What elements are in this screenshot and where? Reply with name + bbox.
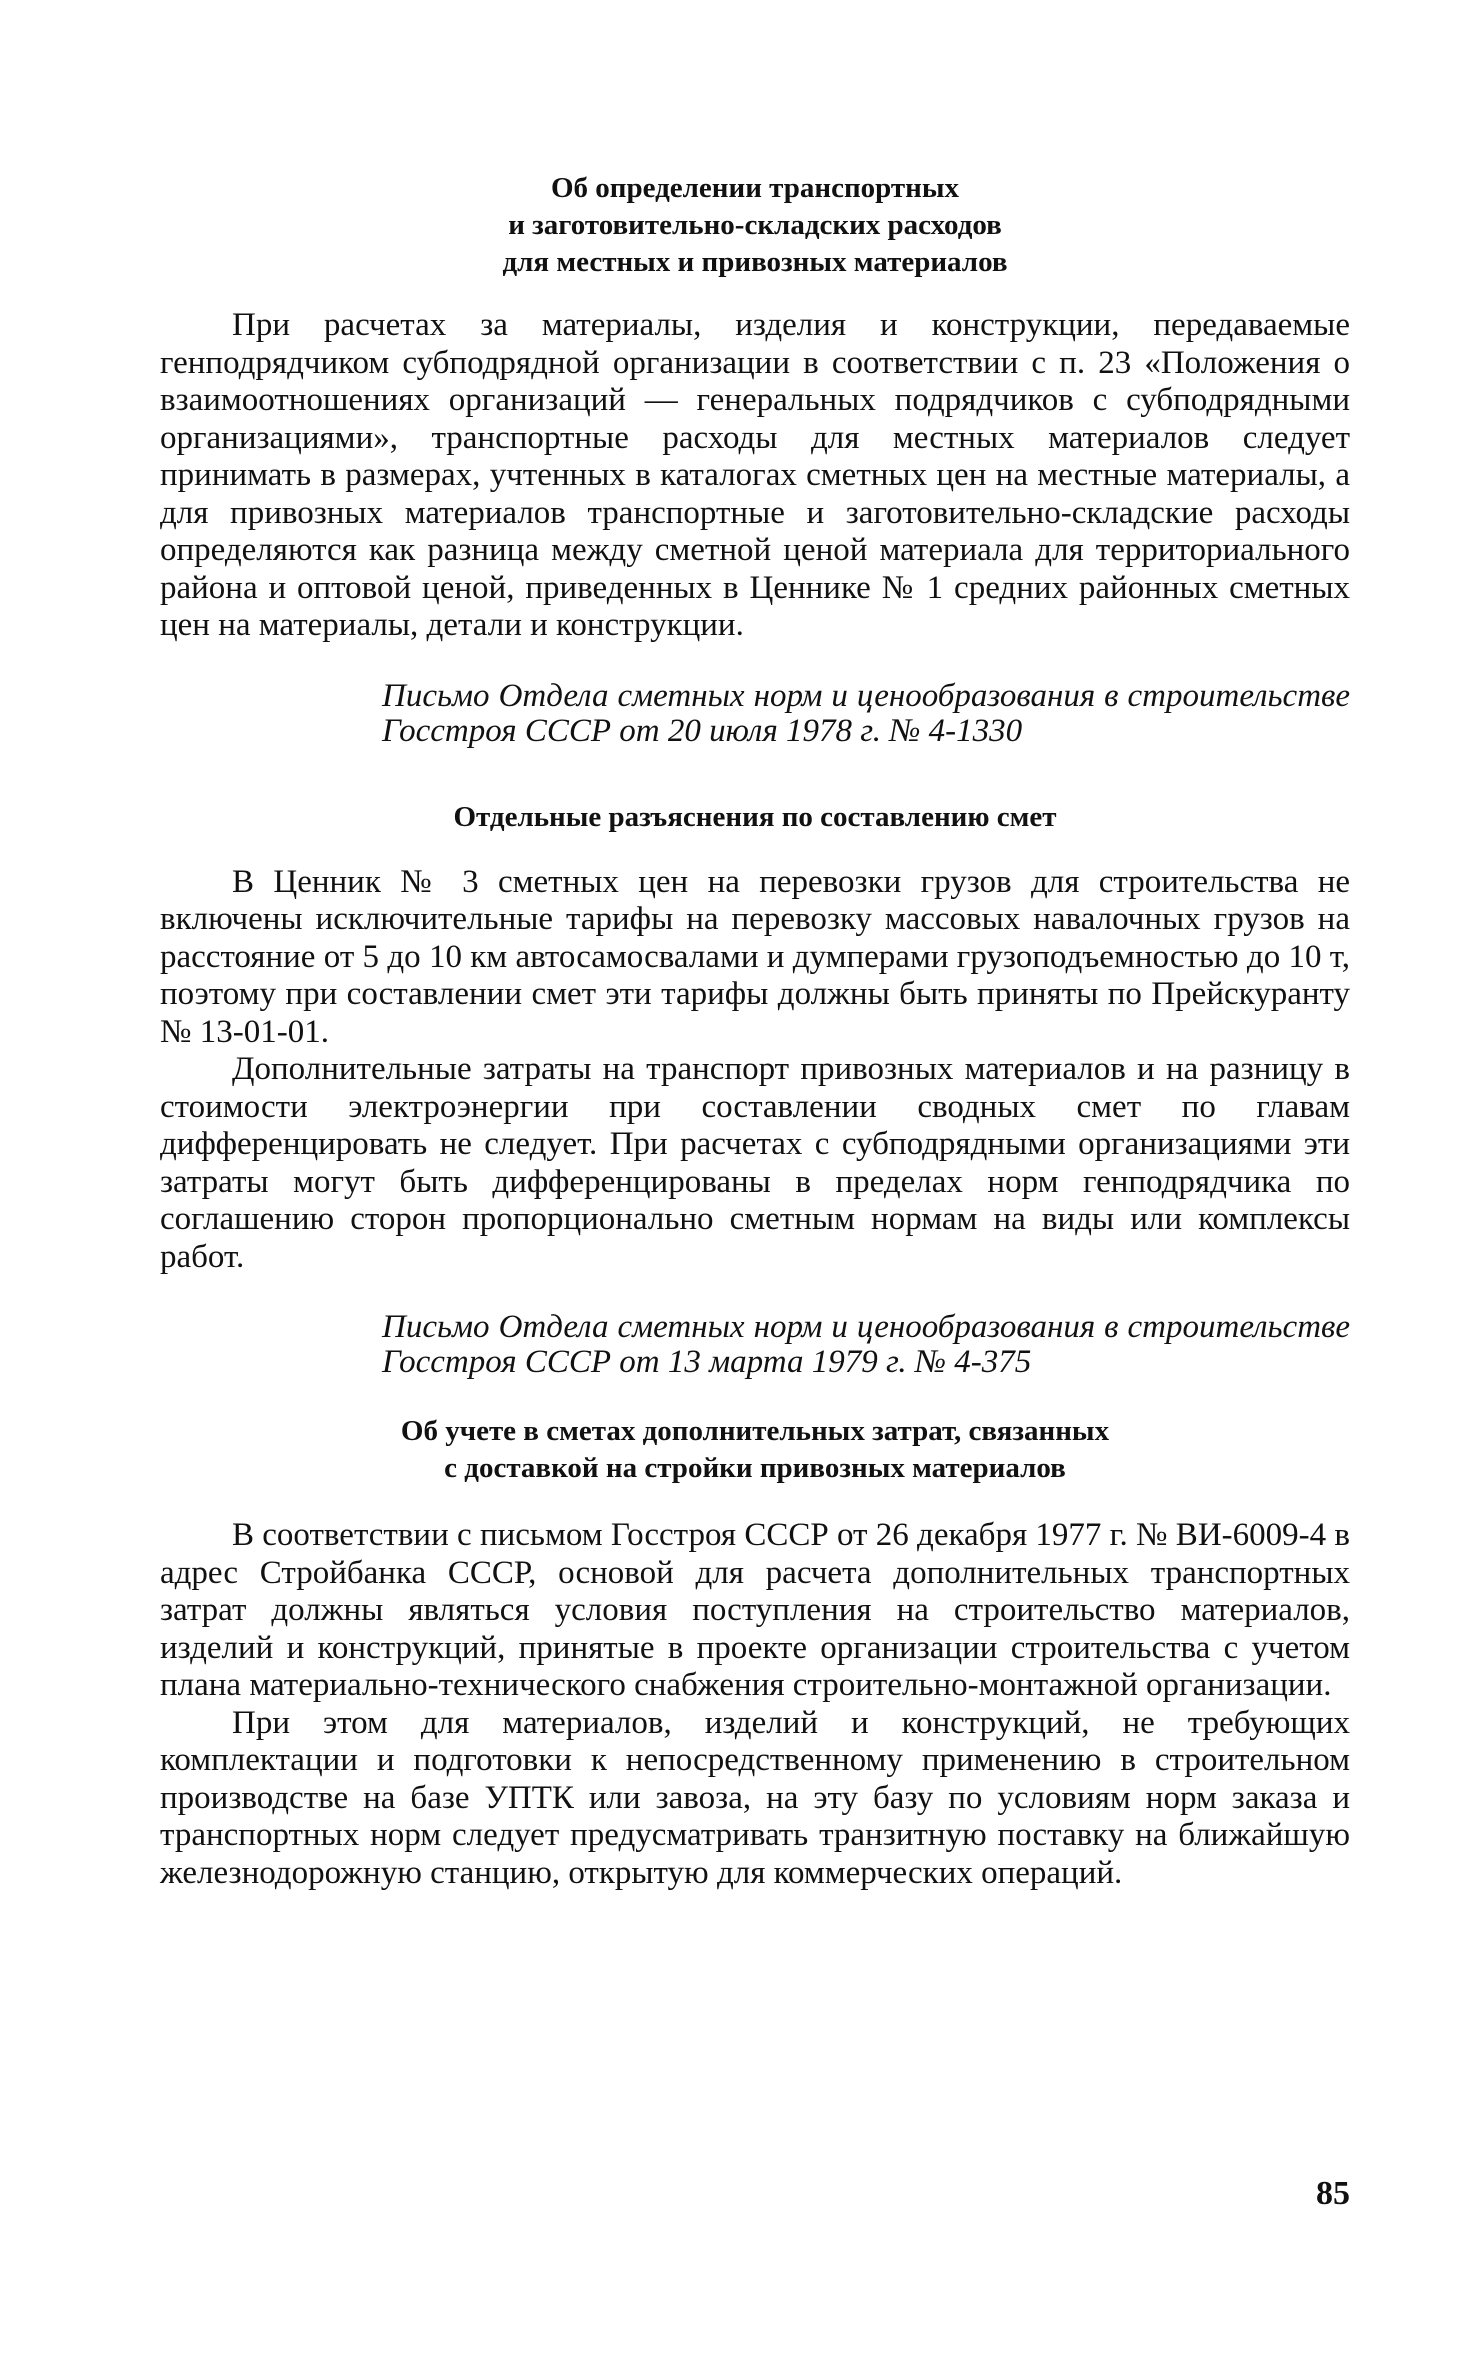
section-title — [160, 1413, 1350, 1487]
section-title — [160, 170, 1350, 281]
paragraph: При расчетах за материалы, изделия и конструкции, передаваемые генподрядчиком субподрядной организации в соответствии с п. 23 «Положения о взаимоотношениях организаций — генеральных подрядчиков с субподрядными организациями», транспортные расходы для местных материалов следует принимать в размерах, учтенных в каталогах сметных цен на местные материалы, а для привозных материалов транспортные и заготовительно-складские расходы определяются как разница между сметной ценой материала для территориального района и оптовой ценой, приведенных в Ценнике № 1 средних районных сметных цен на материалы, детали и конструкции. — [160, 307, 1350, 643]
paragraph: При этом для материалов, изделий и конструкций, не требующих комплектации и подготовки к непосредственному применению в строительном производстве на базе УПТК или завоза, на эту базу по условиям норм заказа и транспортных норм следует предусматривать транзитную поставку на ближайшую железнодорожную станцию, открытую для коммерческих операций. — [160, 1704, 1350, 1891]
title-line: Отдельные разъяснения по составлению смет — [453, 800, 1057, 833]
title-line: Об учете в сметах дополнительных затрат, связанных — [400, 1415, 1110, 1447]
page-number: 85 — [1316, 2175, 1350, 2212]
title-line: с доставкой на стройки привозных материалов — [444, 1452, 1066, 1484]
title-line: и заготовительно-складских расходов — [508, 209, 1002, 241]
paragraph: Дополнительные затраты на транспорт привозных материалов и на разницу в стоимости электроэнергии при составлении сводных смет по главам дифференцировать не следует. При расчетах с субподрядными организациями эти затраты могут быть дифференцированы в пределах норм генподрядчика по соглашению сторон пропорционально сметным нормам на виды или комплексы работ. — [160, 1051, 1350, 1275]
paragraph: В Ценник № 3 сметных цен на перевозки грузов для строительства не включены исключительные тарифы на перевозку массовых навалочных грузов на расстояние от 5 до 10 км автосамосвалами и думперами грузоподъемностью до 10 т, поэтому при составлении смет эти тарифы должны быть приняты по Прейскуранту № 13-01-01. — [160, 863, 1350, 1050]
title-line: для местных и привозных материалов — [502, 246, 1008, 278]
section-title — [160, 799, 1350, 836]
source-reference: Письмо Отдела сметных норм и ценообразования в строительстве Госстроя СССР от 13 марта 1979 г. № 4-375 — [382, 1309, 1350, 1380]
section-estimate-clarifications — [160, 799, 1350, 1381]
section-additional-costs — [160, 1413, 1350, 1892]
paragraph: В соответствии с письмом Госстроя СССР от 26 декабря 1977 г. № ВИ-6009-4 в адрес Стройбанка СССР, основой для расчета дополнительных транспортных затрат должны являться условия поступления на строительство материалов, изделий и конструкций, принятые в проекте организации строительства с учетом плана материально-технического снабжения строительно-монтажной организации. — [160, 1517, 1350, 1703]
title-line: Об определении транспортных — [550, 172, 960, 204]
source-reference: Письмо Отдела сметных норм и ценообразования в строительстве Госстроя СССР от 20 июля 1978 г. № 4-1330 — [382, 677, 1350, 749]
section-transport-costs — [160, 170, 1350, 749]
document-page — [160, 170, 1350, 1892]
